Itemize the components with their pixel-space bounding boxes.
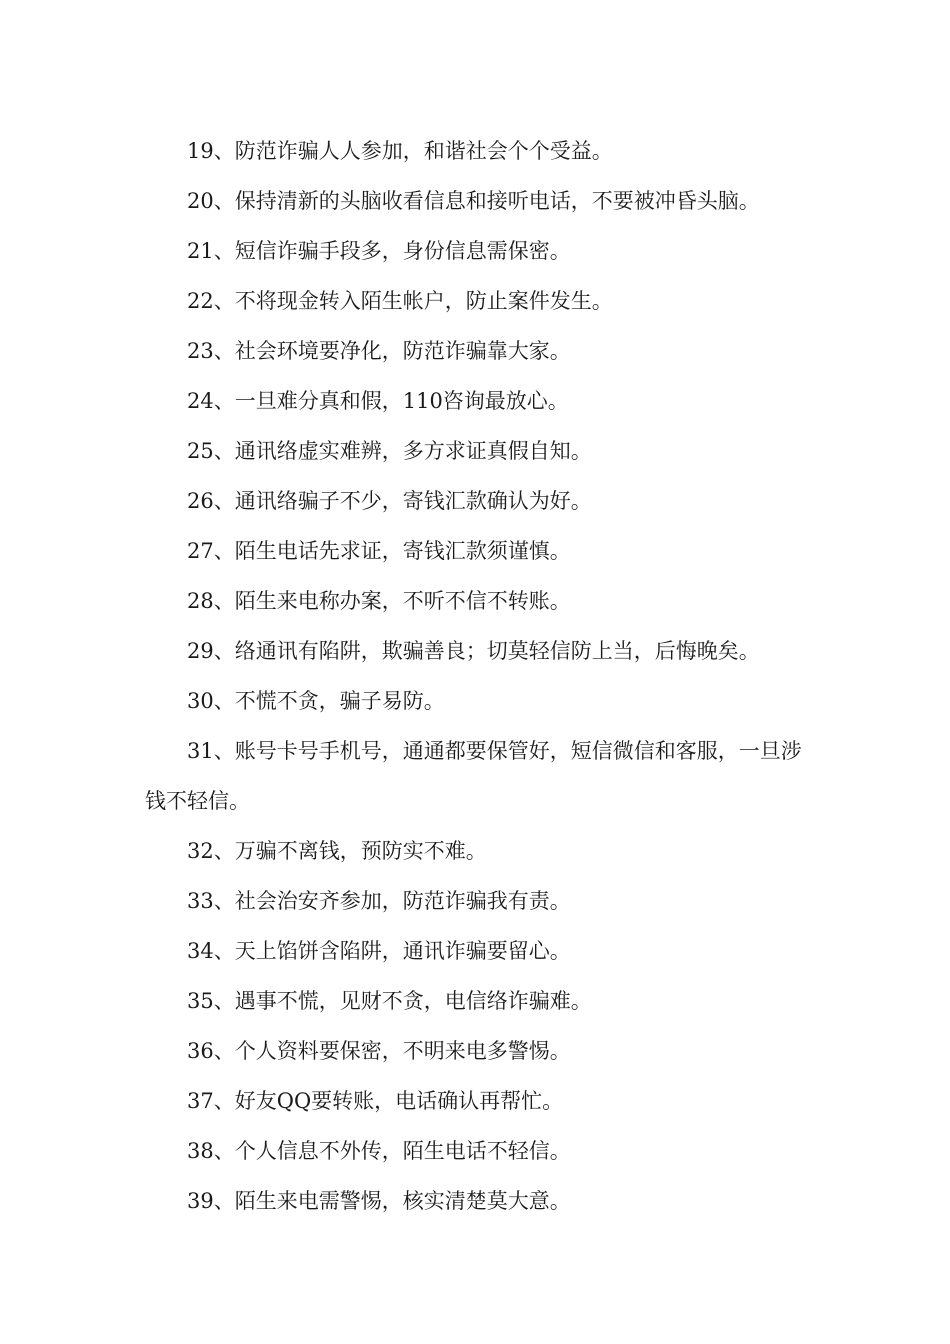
list-item: 31、账号卡号手机号，通通都要保管好，短信微信和客服，一旦涉钱不轻信。: [145, 739, 802, 813]
list-item: 34、天上馅饼含陷阱，通讯诈骗要留心。: [187, 939, 571, 963]
list-item: 36、个人资料要保密，不明来电多警惕。: [187, 1039, 571, 1063]
list-item: 20、保持清新的头脑收看信息和接听电话，不要被冲昏头脑。: [187, 189, 760, 213]
list-item: 32、万骗不离钱，预防实不难。: [187, 839, 487, 863]
list-item: 24、一旦难分真和假，110咨询最放心。: [187, 389, 569, 413]
list-item: 26、通讯络骗子不少，寄钱汇款确认为好。: [187, 489, 592, 513]
list-item: 29、络通讯有陷阱，欺骗善良；切莫轻信防上当，后悔晚矣。: [187, 639, 760, 663]
list-item: 28、陌生来电称办案，不听不信不转账。: [187, 589, 571, 613]
list-item: 25、通讯络虚实难辨，多方求证真假自知。: [187, 439, 592, 463]
list-item: 37、好友QQ要转账，电话确认再帮忙。: [187, 1089, 564, 1113]
list-item: 22、不将现金转入陌生帐户，防止案件发生。: [187, 289, 613, 313]
list-item: 33、社会治安齐参加，防范诈骗我有责。: [187, 889, 571, 913]
list-item: 21、短信诈骗手段多，身份信息需保密。: [187, 239, 571, 263]
list-item: 39、陌生来电需警惕，核实清楚莫大意。: [187, 1189, 571, 1213]
list-item: 38、个人信息不外传，陌生电话不轻信。: [187, 1139, 571, 1163]
list-item: 23、社会环境要净化，防范诈骗靠大家。: [187, 339, 571, 363]
list-item: 35、遇事不慌，见财不贪，电信络诈骗难。: [187, 989, 592, 1013]
list-item: 30、不慌不贪，骗子易防。: [187, 689, 445, 713]
list-item: 19、防范诈骗人人参加，和谐社会个个受益。: [187, 139, 613, 163]
slogan-list: [145, 126, 813, 1226]
list-item: 27、陌生电话先求证，寄钱汇款须谨慎。: [187, 539, 571, 563]
